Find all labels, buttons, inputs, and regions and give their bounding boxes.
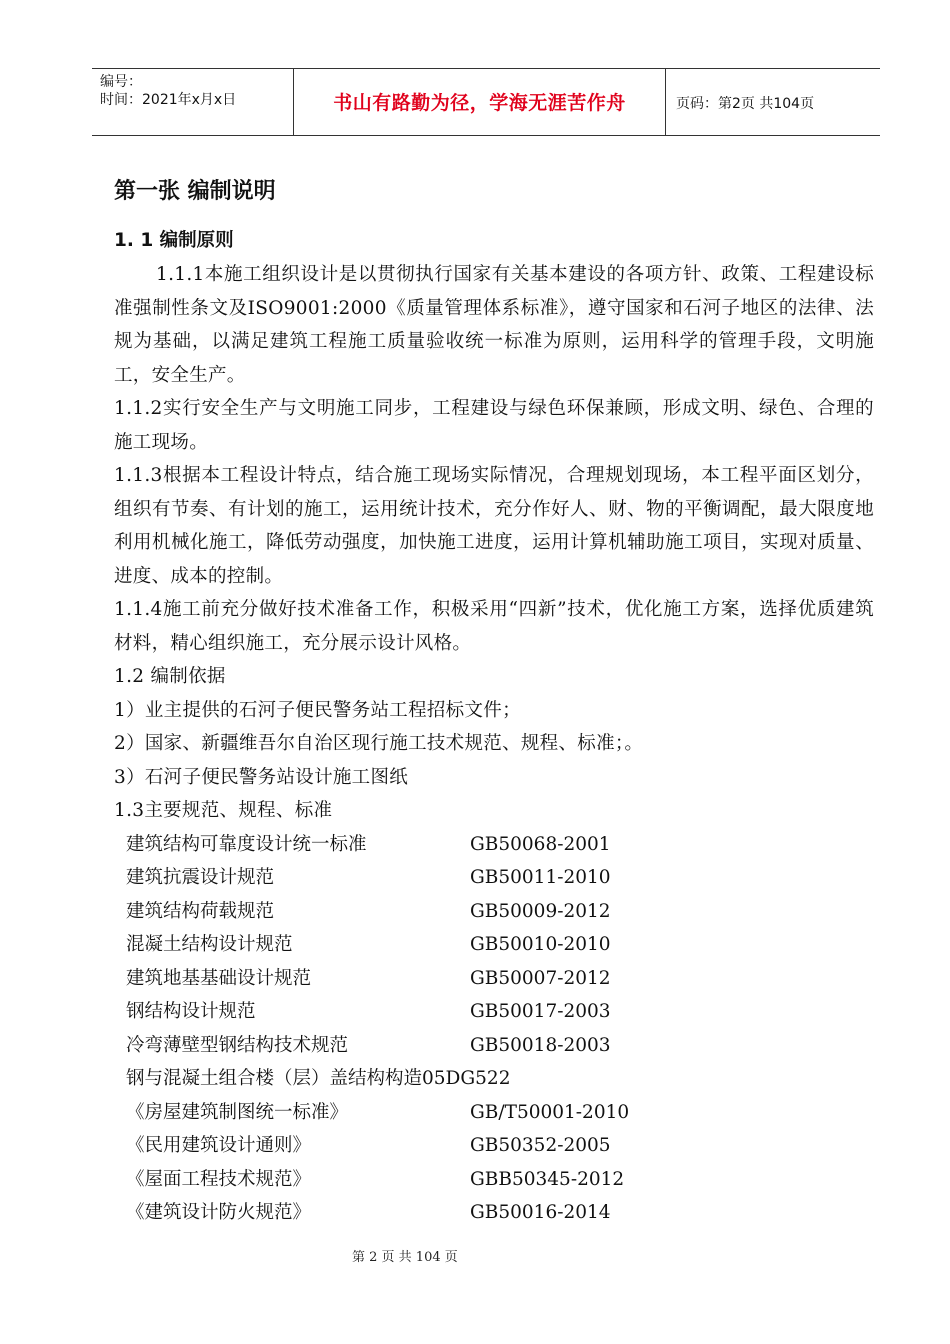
section-heading-1-1: 1. 1 编制原则	[114, 230, 234, 251]
standard-code: GB/T50001-2010	[470, 1101, 630, 1123]
paragraph-1-1-2: 1.1.2实行安全生产与文明施工同步，工程建设与绿色环保兼顾，形成文明、绿色、合理的施工现场。	[114, 398, 874, 453]
standards-list	[114, 828, 874, 1230]
section-heading-1-2: 1.2 编制依据	[114, 666, 226, 687]
header-right-cell	[666, 69, 880, 135]
header-motto: 书山有路勤为径，学海无涯苦作舟	[333, 92, 626, 114]
standard-row	[114, 861, 874, 895]
standard-row	[114, 1029, 874, 1063]
header-page-number: 页码：第2页 共104页	[676, 96, 815, 112]
standard-row	[114, 1096, 874, 1130]
standard-row	[114, 995, 874, 1029]
standard-name: 混凝土结构设计规范	[126, 934, 293, 955]
standard-code: GB50010-2010	[470, 934, 611, 955]
standard-code: GB50016-2014	[470, 1202, 611, 1223]
time-text: 时间：2021年x月x日	[100, 92, 237, 108]
standard-name: 建筑地基基础设计规范	[126, 967, 312, 989]
standard-name: 钢结构设计规范	[126, 1001, 256, 1022]
standard-name: 建筑抗震设计规范	[126, 867, 275, 888]
chapter-title: 第一张 编制说明	[114, 179, 276, 204]
standard-code: GB50009-2012	[470, 900, 611, 922]
standard-code: GBB50345-2012	[470, 1168, 625, 1190]
paragraph-1-1-1: 1.1.1本施工组织设计是以贯彻执行国家有关基本建设的各项方针、政策、工程建设标准强制性条文及ISO9001:2000《质量管理体系标准》，遵守国家和石河子地区的法律、法规为基础，以满足建筑工程施工质量验收统一标准为原则，运用科学的管理手段，文明施工，安全生产。	[114, 264, 874, 386]
standard-row	[114, 962, 874, 996]
standard-code: GB50011-2010	[470, 867, 611, 888]
paragraph-1-1-3: 1.1.3根据本工程设计特点，结合施工现场实际情况，合理规划现场，本工程平面区划分，组织有节奏、有计划的施工，运用统计技术，充分作好人、财、物的平衡调配，最大限度地利用机械化施工，降低劳动强度，加快施工进度，运用计算机辅助施工项目，实现对质量、进度、成本的控制。	[114, 465, 874, 587]
basis-item: 3）石河子便民警务站设计施工图纸	[114, 766, 409, 788]
standard-row	[114, 1062, 874, 1096]
page-footer: 第 2 页 共 104 页	[352, 1250, 458, 1265]
standard-code: GB50018-2003	[470, 1034, 611, 1056]
standard-name: 钢与混凝土组合楼（层）盖结构构造05DG522	[126, 1068, 511, 1089]
standard-name: 建筑结构荷载规范	[126, 900, 275, 922]
basis-item: 1）业主提供的石河子便民警务站工程招标文件；	[114, 699, 521, 721]
standard-name: 《房屋建筑制图统一标准》	[126, 1101, 349, 1123]
standard-code: GB50007-2012	[470, 967, 611, 989]
standard-row	[114, 928, 874, 962]
document-body	[114, 174, 874, 1230]
standard-code: GB50352-2005	[470, 1135, 611, 1156]
header-middle-cell	[294, 69, 666, 135]
standard-name: 建筑结构可靠度设计统一标准	[126, 833, 367, 855]
section-heading-1-3: 1.3主要规范、规程、标准	[114, 800, 333, 821]
header-left-cell	[92, 69, 294, 135]
standard-name: 《屋面工程技术规范》	[126, 1168, 312, 1190]
standard-row	[114, 1129, 874, 1163]
standard-row	[114, 828, 874, 862]
standard-name: 冷弯薄壁型钢结构技术规范	[126, 1034, 349, 1056]
standard-row	[114, 895, 874, 929]
basis-item: 2）国家、新疆维吾尔自治区现行施工技术规范、规程、标准；。	[114, 733, 644, 754]
standard-row	[114, 1163, 874, 1197]
standard-name: 《建筑设计防火规范》	[126, 1202, 312, 1223]
page-header	[92, 68, 880, 136]
standard-name: 《民用建筑设计通则》	[126, 1135, 312, 1156]
standard-code: GB50017-2003	[470, 1001, 611, 1022]
serial-label: 编号：	[100, 74, 142, 90]
paragraph-1-1-4: 1.1.4施工前充分做好技术准备工作，积极采用“四新”技术，优化施工方案，选择优质建筑材料，精心组织施工，充分展示设计风格。	[114, 599, 874, 654]
standard-row	[114, 1196, 874, 1230]
standard-code: GB50068-2001	[470, 833, 611, 855]
